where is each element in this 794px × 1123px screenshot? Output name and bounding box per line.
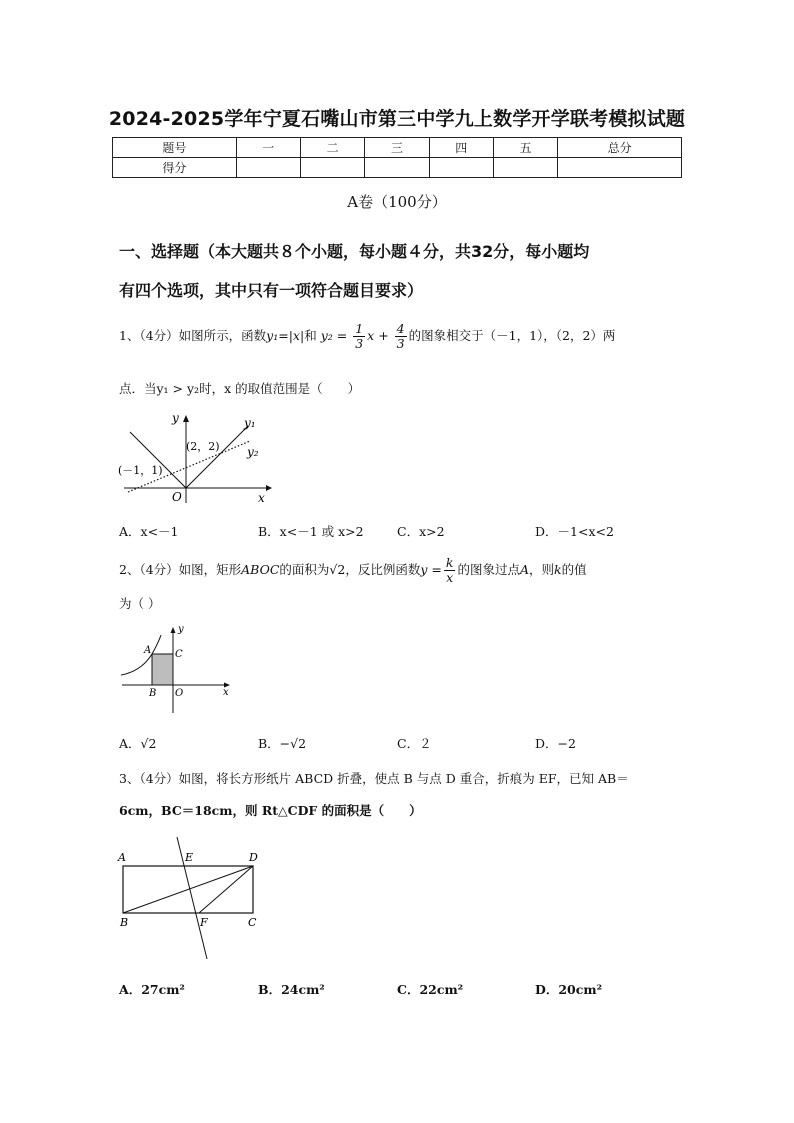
label-y1: y₁ (244, 416, 256, 430)
fraction-num: 4 (396, 321, 405, 336)
question-2-line-1 (119, 556, 679, 585)
page-title: 2024-2025学年宁夏石嘴山市第三中学九上数学开学联考模拟试题 (108, 108, 686, 130)
q3-option-b[interactable]: B．24cm² (258, 982, 325, 997)
fraction (395, 322, 407, 351)
q2-option-d[interactable]: D．−2 (535, 736, 576, 751)
score-cell[interactable] (236, 158, 300, 178)
q1-figure (118, 408, 278, 508)
label-c: C (175, 649, 183, 660)
fraction (444, 556, 456, 585)
q2-option-b[interactable]: B．−√2 (258, 736, 307, 751)
q1-text: 1、（4分）如图所示，函数 (119, 328, 267, 343)
label-y: y (172, 411, 179, 425)
label-point-neg1-1: (－1，1) (118, 464, 163, 477)
label-y2: y₂ (247, 445, 259, 459)
fraction (353, 322, 365, 351)
label-x: x (223, 687, 229, 698)
fraction-den: x (446, 570, 454, 585)
y-axis-arrow-icon (171, 627, 176, 633)
question-1-line-2: 点．当y₁ > y₂时，x 的取值范围是（ ） (119, 381, 361, 396)
q2-option-a[interactable]: A．√2 (119, 736, 157, 751)
score-cell[interactable] (365, 158, 429, 178)
rectangle-abcoc (152, 654, 173, 685)
q1-y1: y₁=|x| (266, 328, 305, 343)
score-header-cell: 二 (300, 138, 364, 158)
score-header-cell: 四 (429, 138, 493, 158)
score-table-score-row (113, 158, 682, 178)
y-axis-arrow-icon (183, 415, 189, 422)
q2-text: 的图象过点 (457, 562, 520, 577)
q2-option-c[interactable]: C．２ (397, 736, 432, 751)
score-header-cell: 一 (236, 138, 300, 158)
q2-text: 的面积为√2，反比例函数 (279, 562, 421, 577)
q2-text: ，则 (528, 562, 554, 577)
fraction-den: 3 (396, 336, 405, 351)
q1-text: 和 (304, 328, 317, 343)
q2-k: k (554, 562, 562, 577)
q1-x: x + (367, 328, 389, 343)
score-row-label: 得分 (113, 158, 237, 178)
segment-fd (199, 866, 253, 913)
score-table-header-row (113, 138, 682, 158)
score-cell[interactable] (558, 158, 682, 178)
part-heading-line: 有四个选项，其中只有一项符合题目要求） (119, 281, 424, 300)
label-b: B (149, 688, 157, 699)
question-1-line-1 (119, 322, 679, 351)
q1-option-a[interactable]: A．x<－1 (119, 524, 179, 539)
graph-y1 (130, 426, 248, 488)
question-2-line-2: 为（ ） (119, 596, 161, 611)
q1-option-c[interactable]: C．x>2 (397, 524, 445, 539)
score-cell[interactable] (493, 158, 557, 178)
label-y: y (178, 624, 184, 635)
part-heading (119, 232, 679, 310)
score-cell[interactable] (300, 158, 364, 178)
label-o: O (175, 688, 184, 699)
q1-option-b[interactable]: B．x<－1 或 x>2 (258, 524, 364, 539)
q3-option-a[interactable]: A．27cm² (119, 982, 185, 997)
q3-figure (115, 833, 275, 963)
label-d: D (249, 851, 258, 864)
fraction-den: 3 (355, 336, 364, 351)
part-heading-line: 一、选择题（本大题共８个小题，每小题４分，共32分，每小题均 (119, 242, 590, 261)
score-header-cell: 题号 (113, 138, 237, 158)
label-e: E (185, 851, 194, 864)
score-header-cell: 五 (493, 138, 557, 158)
q2-text: 2、（4分）如图，矩形 (119, 562, 242, 577)
label-b: B (120, 916, 129, 929)
q1-text: 的图象相交于（－1，1），（2，2）两 (408, 328, 616, 343)
label-f: F (200, 916, 208, 929)
x-axis-arrow-icon (266, 485, 272, 491)
q2-rect-name: ABOC (241, 562, 280, 577)
label-origin: O (172, 490, 182, 504)
fraction-num: 1 (355, 321, 364, 336)
score-table (112, 137, 682, 178)
question-3-line-2: 6cm，BC＝18cm，则 Rt△CDF 的面积是（ ） (119, 803, 422, 818)
score-cell[interactable] (429, 158, 493, 178)
q2-y: y = (420, 562, 442, 577)
score-header-cell: 总分 (558, 138, 682, 158)
label-x: x (258, 491, 265, 505)
label-point-2-2: (2，2) (186, 440, 220, 453)
section-heading: A卷（100分） (347, 193, 447, 211)
fraction-num: k (445, 555, 454, 570)
label-a: A (118, 851, 126, 864)
q3-option-d[interactable]: D．20cm² (535, 982, 603, 997)
q2-point-a: A (519, 562, 529, 577)
q1-y2: y₂ = (320, 328, 348, 343)
label-a: A (144, 645, 152, 656)
q1-option-d[interactable]: D．－1<x<2 (535, 524, 614, 539)
question-3-line-1: 3、（4分）如图，将长方形纸片 ABCD 折叠，使点 B 与点 D 重合，折痕为 EF，已知 AB＝ (119, 771, 629, 786)
q2-figure (118, 623, 233, 716)
diagonal-bd (123, 866, 253, 913)
q2-text: 的值 (561, 562, 587, 577)
q3-option-c[interactable]: C．22cm² (397, 982, 464, 997)
label-c: C (248, 916, 257, 929)
score-header-cell: 三 (365, 138, 429, 158)
